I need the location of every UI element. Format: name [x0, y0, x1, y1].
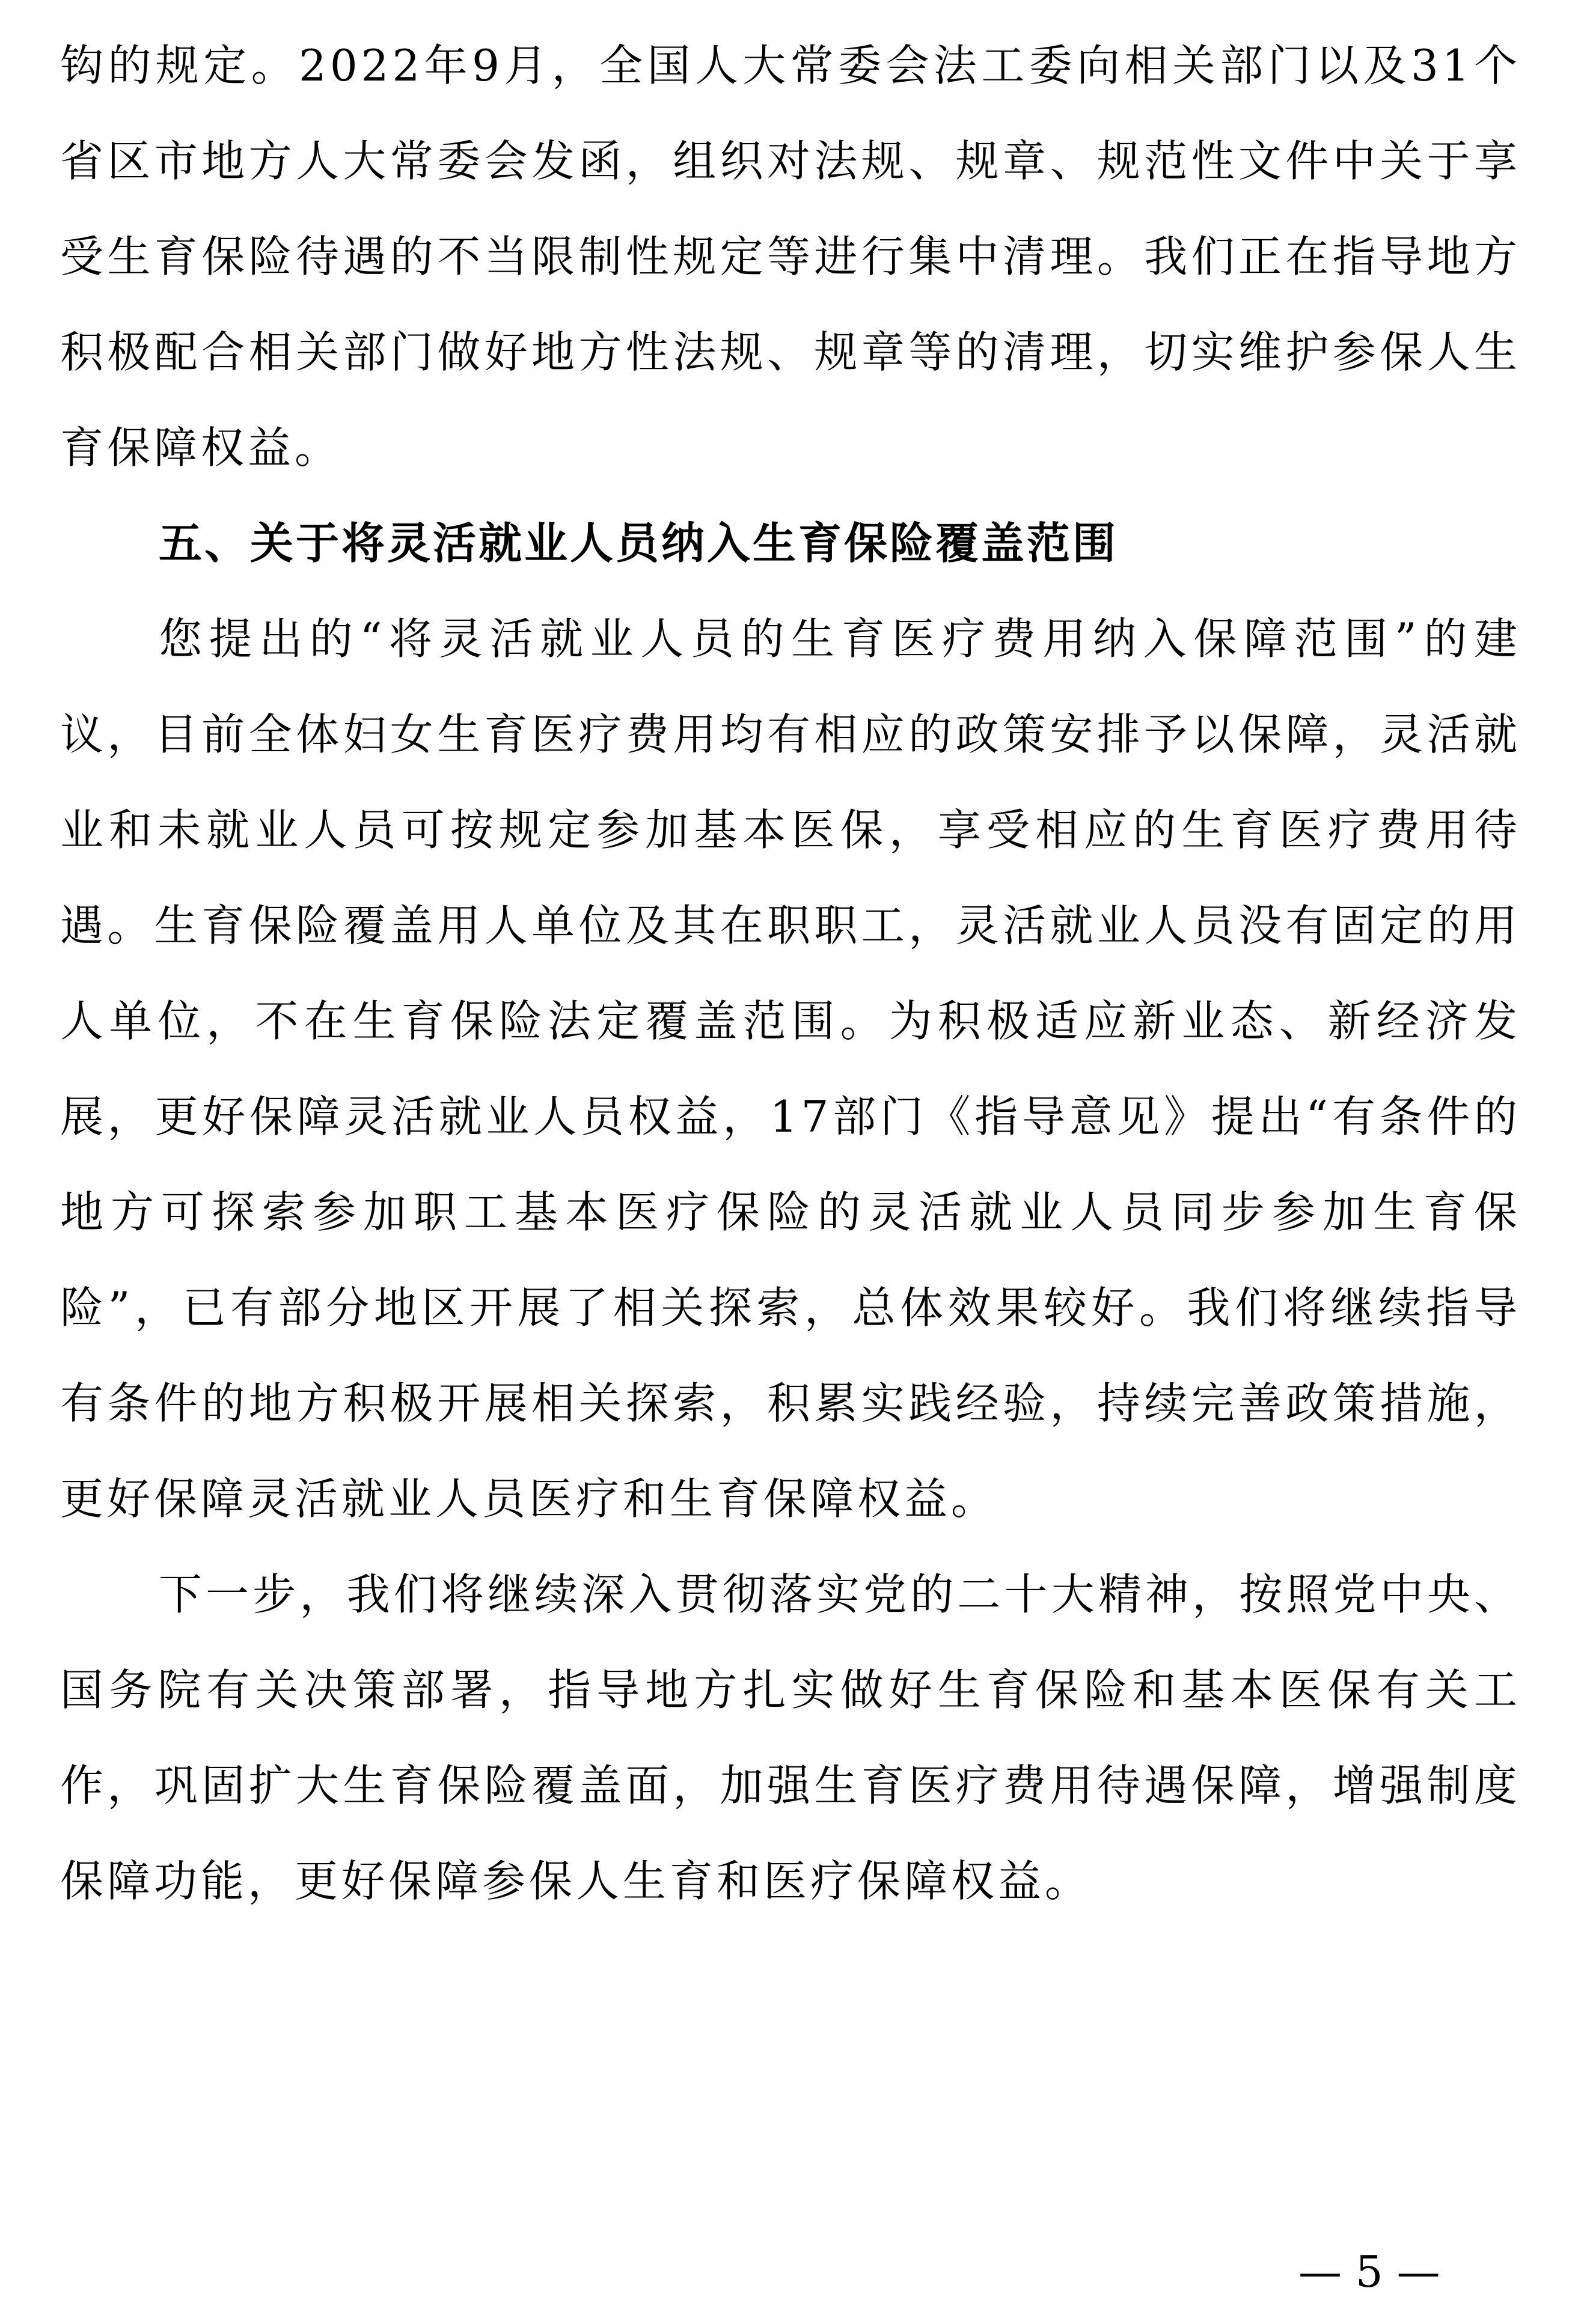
- paragraph-continued: 钩的规定。2022年9月，全国人大常委会法工委向相关部门以及31个省区市地方人大常委会发函，组织对法规、规章、规范性文件中关于享受生育保险待遇的不当限制性规定等进行集中清理。我们正在指导地方积极配合相关部门做好地方性法规、规章等的清理，切实维护参保人生育保障权益。: [60, 40, 1521, 473]
- paragraph-next-steps: 下一步，我们将继续深入贯彻落实党的二十大精神，按照党中央、国务院有关决策部署，指导地方扎实做好生育保险和基本医保有关工作，巩固扩大生育保险覆盖面，加强生育医疗费用待遇保障，增强制度保障功能，更好保障参保人生育和医疗保障权益。: [60, 1569, 1521, 1906]
- page-number: — 5 —: [1298, 2246, 1440, 2297]
- section-heading-five: 五、关于将灵活就业人员纳入生育保险覆盖范围: [159, 518, 1119, 569]
- paragraph-flexible-employment: 您提出的“将灵活就业人员的生育医疗费用纳入保障范围”的建议，目前全体妇女生育医疗费用均有相应的政策安排予以保障，灵活就业和未就业人员可按规定参加基本医保，享受相应的生育医疗费用待遇。生育保险覆盖用人单位及其在职职工，灵活就业人员没有固定的用人单位，不在生育保险法定覆盖范围。为积极适应新业态、新经济发展，更好保障灵活就业人员权益，17部门《指导意见》提出“有条件的地方可探索参加职工基本医疗保险的灵活就业人员同步参加生育保险”，已有部分地区开展了相关探索，总体效果较好。我们将继续指导有条件的地方积极开展相关探索，积累实践经验，持续完善政策措施，更好保障灵活就业人员医疗和生育保障权益。: [60, 614, 1521, 1524]
- document-body: [60, 18, 1521, 1929]
